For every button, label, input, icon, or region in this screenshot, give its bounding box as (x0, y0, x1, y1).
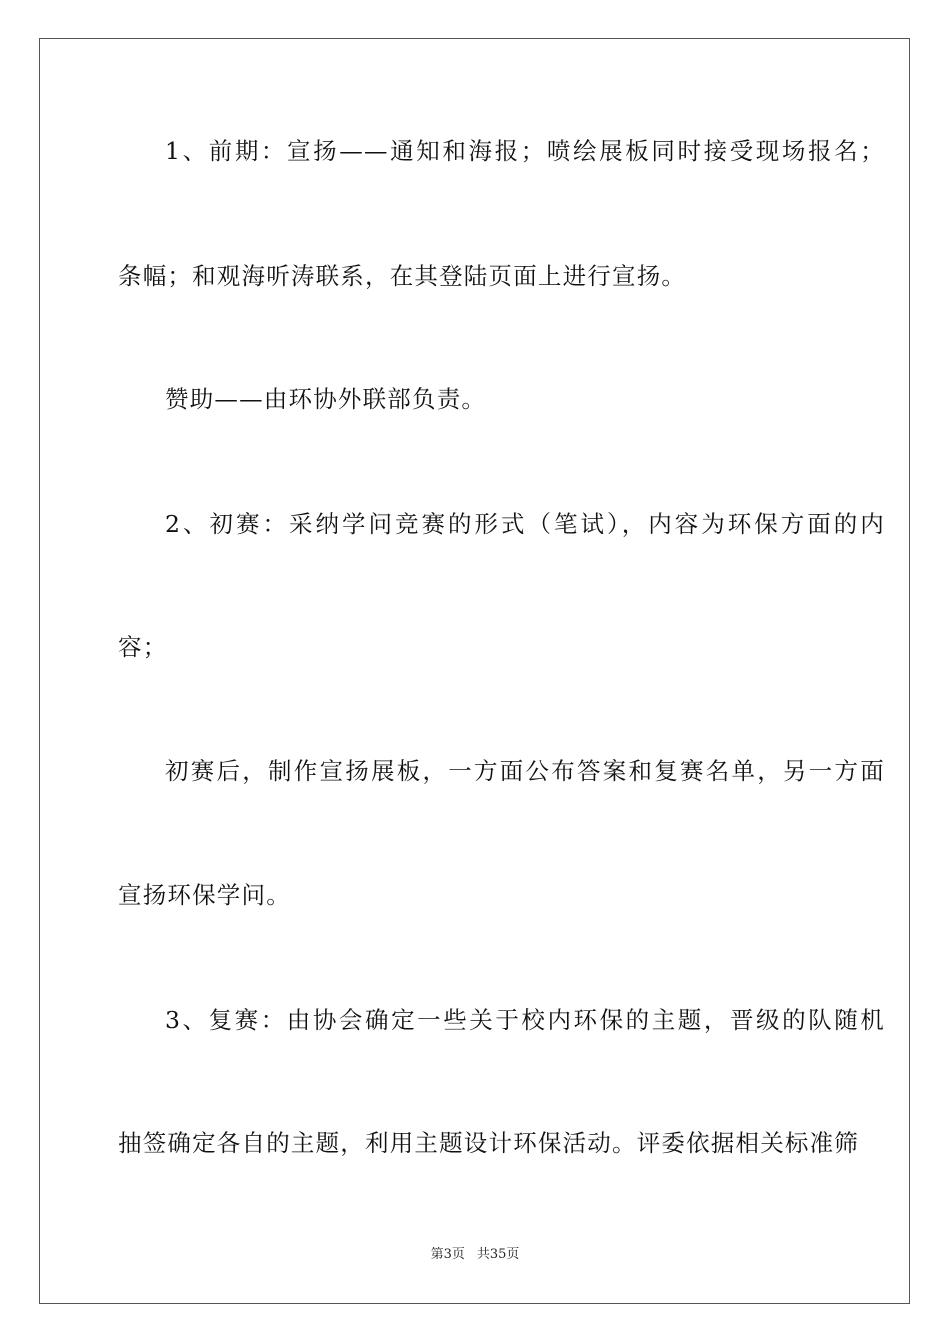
paragraph-line-9: 抽签确定各自的主题，利用主题设计环保活动。评委依据相关标准筛 (118, 1129, 859, 1157)
page-number: 第3页 (430, 1247, 465, 1262)
paragraph-line-8: 3、复赛：由协会确定一些关于校内环保的主题，晋级的队随机 (165, 1006, 885, 1034)
paragraph-line-7: 宣扬环保学问。 (118, 881, 291, 909)
page-footer (0, 1246, 950, 1264)
page-border (39, 38, 910, 1304)
paragraph-line-5: 容； (118, 633, 168, 661)
paragraph-line-6: 初赛后，制作宣扬展板，一方面公布答案和复赛名单，另一方面 (165, 757, 885, 785)
paragraph-line-4: 2、初赛：采纳学问竞赛的形式（笔试），内容为环保方面的内 (165, 510, 885, 538)
paragraph-line-1: 1、前期：宣扬——通知和海报；喷绘展板同时接受现场报名； (165, 137, 885, 165)
total-pages: 共35页 (476, 1247, 520, 1262)
paragraph-line-3: 赞助——由环协外联部负责。 (165, 385, 487, 413)
paragraph-line-2: 条幅；和观海听涛联系，在其登陆页面上进行宣扬。 (118, 262, 687, 290)
